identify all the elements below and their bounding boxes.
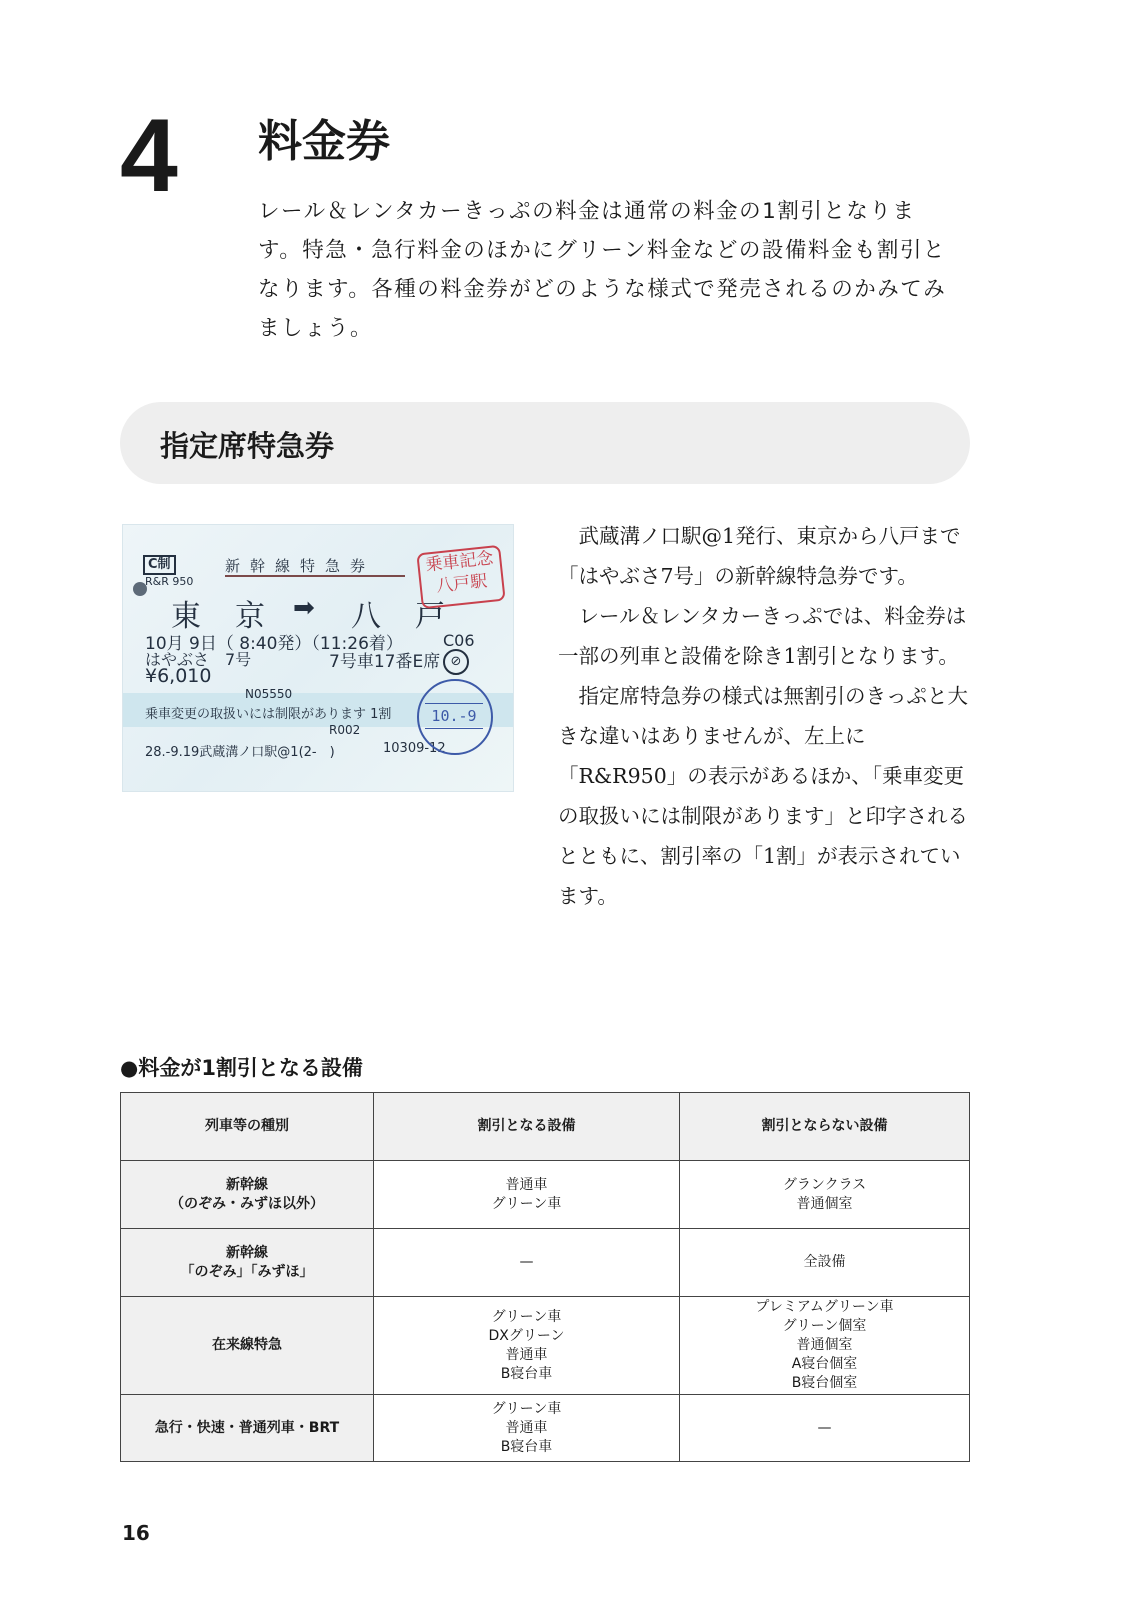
train-type-cell: 新幹線 （のぞみ・みずほ以外）	[121, 1161, 374, 1229]
stamp-line: 八戸駅	[435, 571, 489, 597]
table-header-row	[121, 1093, 970, 1161]
ticket-arrow-icon: ➡	[293, 593, 315, 623]
ticket-description	[558, 516, 970, 916]
table-row	[121, 1395, 970, 1462]
chapter-title: 料金券	[258, 116, 390, 167]
train-type-cell: 急行・快速・普通列車・BRT	[121, 1395, 374, 1462]
ticket-to-station: 八戸	[351, 599, 479, 634]
not-discounted-cell: —	[680, 1395, 970, 1462]
not-discounted-cell: 全設備	[680, 1229, 970, 1297]
ticket-class-mark: C制	[143, 555, 176, 575]
paragraph: 武蔵溝ノ口駅@1発行、東京から八戸まで「はやぶさ7号」の新幹線特急券です。	[558, 524, 961, 588]
paragraph: 指定席特急券の様式は無割引のきっぷと大きな違いはありませんが、左上に「R&R950」の表示があるほか、「乗車変更の取扱いには制限があります」と印字されるとともに、割引率の「1割」が表示されています。	[558, 684, 968, 908]
ticket-notice: 乗車変更の取扱いには制限があります 1割	[145, 707, 392, 722]
page-number: 16	[122, 1521, 150, 1545]
discounted-cell: —	[374, 1229, 680, 1297]
ticket-type: 新幹線特急券	[225, 557, 376, 575]
not-discounted-cell: グランクラス 普通個室	[680, 1161, 970, 1229]
ticket-route-code: R002	[329, 723, 361, 737]
discounted-cell: グリーン車 普通車 B寝台車	[374, 1395, 680, 1462]
section-heading-box	[120, 402, 970, 484]
paragraph: レール＆レンタカーきっぷでは、料金券は一部の列車と設備を除き1割引となります。	[558, 604, 967, 668]
ticket-from-station: 東京	[171, 599, 299, 634]
no-smoking-icon: ⊘	[443, 649, 469, 675]
train-type-cell: 在来線特急	[121, 1297, 374, 1395]
ticket-train: はやぶさ 7号	[145, 650, 252, 669]
header-train-type: 列車等の種別	[121, 1093, 374, 1161]
ticket-price: ¥6,010	[145, 665, 212, 687]
stamp-line: 乗車記念	[424, 548, 495, 576]
discounted-cell: 普通車 グリーン車	[374, 1161, 680, 1229]
date-stamp	[417, 679, 493, 755]
discounted-cell: グリーン車 DXグリーン 普通車 B寝台車	[374, 1297, 680, 1395]
ticket-number: N05550	[245, 687, 293, 701]
ticket-code: C06	[443, 631, 475, 650]
table-row	[121, 1229, 970, 1297]
table-row	[121, 1297, 970, 1395]
ticket-serial: 10309-12	[383, 741, 446, 756]
ticket-underline	[225, 575, 405, 577]
ticket-issue-info: 28.-9.19武蔵溝ノ口駅@1(2- )	[145, 745, 335, 760]
header-discounted: 割引となる設備	[374, 1093, 680, 1161]
train-type-cell: 新幹線 「のぞみ」「みずほ」	[121, 1229, 374, 1297]
chapter-number: 4	[120, 98, 176, 214]
discount-table	[120, 1092, 970, 1462]
chapter-intro: レール＆レンタカーきっぷの料金は通常の料金の1割引となります。特急・急行料金のほかにグリーン料金などの設備料金も割引となります。各種の料金券がどのような様式で発売されるのかみてみましょう。	[258, 199, 947, 341]
table-row	[121, 1161, 970, 1229]
section-heading: 指定席特急券	[160, 429, 335, 463]
commemorative-stamp	[416, 545, 505, 609]
ticket-image	[122, 524, 514, 792]
not-discounted-cell: プレミアムグリーン車 グリーン個室 普通個室 A寝台個室 B寝台個室	[680, 1297, 970, 1395]
ticket-seat: 7号車17番E席	[329, 652, 441, 672]
date-stamp-date: 10.-9	[425, 703, 483, 729]
ticket-date-time: 10月 9日（ 8:40発）（11:26着）	[145, 634, 403, 654]
ticket-rr-code: R&R 950	[145, 575, 194, 588]
header-not-discounted: 割引とならない設備	[680, 1093, 970, 1161]
table-title: ●料金が1割引となる設備	[120, 1056, 363, 1080]
